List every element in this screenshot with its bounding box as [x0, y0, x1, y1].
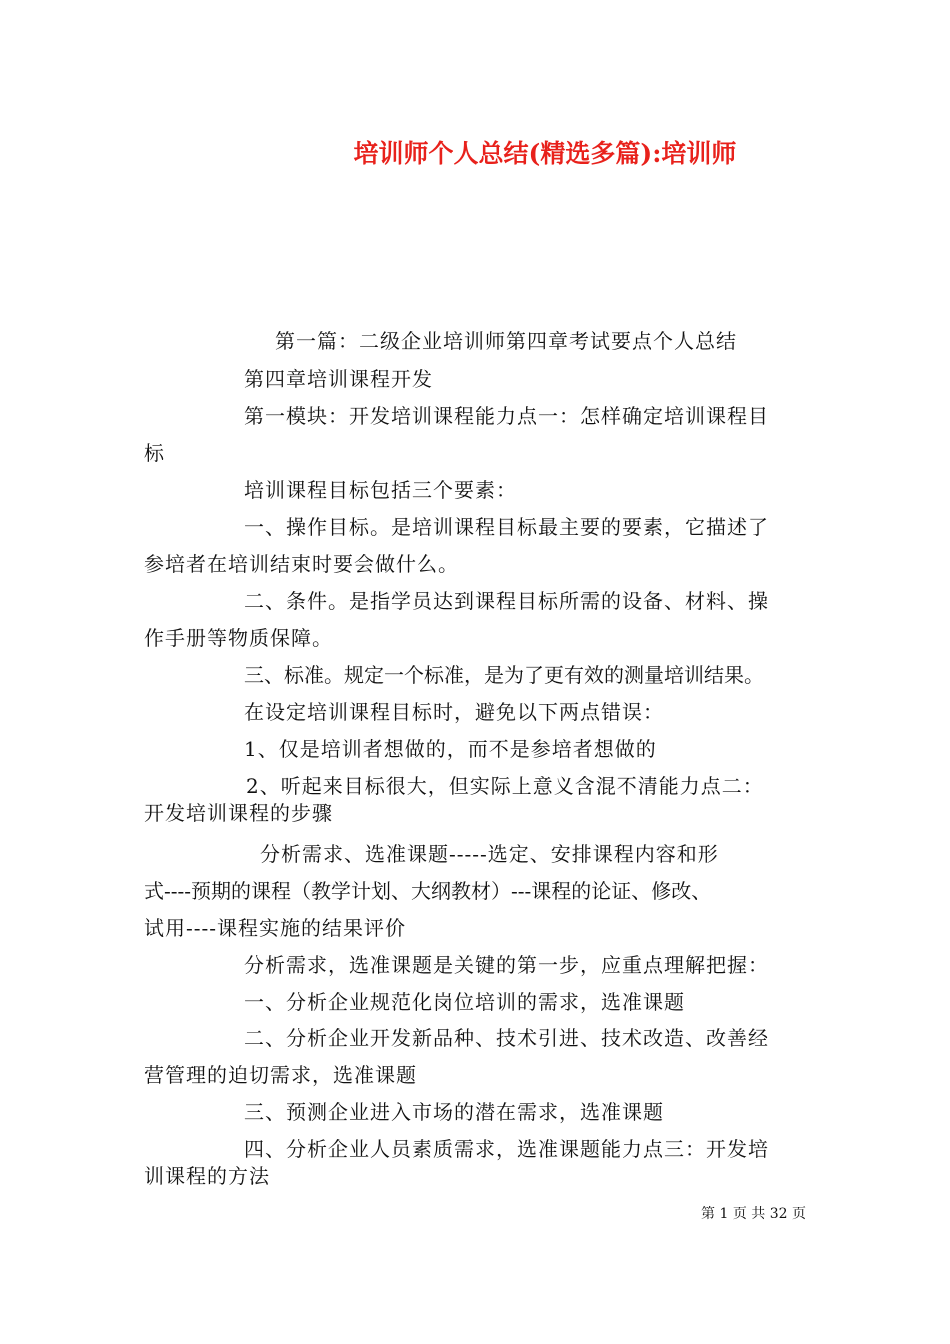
body-line: 标 — [144, 441, 165, 465]
body-line: 试用----课程实施的结果评价 — [144, 916, 407, 940]
body-line: 第一篇：二级企业培训师第四章考试要点个人总结 — [275, 329, 737, 353]
body-line: 一、操作目标。是培训课程目标最主要的要素，它描述了 — [244, 515, 769, 539]
body-line: 培训课程目标包括三个要素： — [244, 478, 517, 502]
body-line: 参培者在培训结束时要会做什么。 — [144, 552, 459, 576]
body-line: 二、分析企业开发新品种、技术引进、技术改造、改善经 — [244, 1026, 769, 1050]
body-line: 营管理的迫切需求，选准课题 — [144, 1063, 417, 1087]
body-line: 1、仅是培训者想做的，而不是参培者想做的 — [244, 737, 657, 761]
body-line: 训课程的方法 — [144, 1164, 270, 1188]
body-line: 2、听起来目标很大，但实际上意义含混不清能力点二： — [246, 774, 764, 798]
page-number: 第 1 页 共 32 页 — [701, 1206, 806, 1222]
body-line: 在设定培训课程目标时，避免以下两点错误： — [244, 700, 664, 724]
body-line: 式----预期的课程（教学计划、大纲教材）---课程的论证、修改、 — [144, 879, 712, 903]
document-title: 培训师个人总结(精选多篇):培训师 — [353, 139, 737, 168]
body-line: 三、标准。规定一个标准，是为了更有效的测量培训结果。 — [244, 663, 764, 687]
body-line: 分析需求，选准课题是关键的第一步，应重点理解把握： — [244, 953, 769, 977]
body-line: 四、分析企业人员素质需求，选准课题能力点三：开发培 — [244, 1137, 769, 1161]
body-line: 作手册等物质保障。 — [144, 626, 333, 650]
body-line: 二、条件。是指学员达到课程目标所需的设备、材料、操 — [244, 589, 769, 613]
body-line: 分析需求、选准课题-----选定、安排课程内容和形 — [260, 842, 719, 866]
body-line: 一、分析企业规范化岗位培训的需求，选准课题 — [244, 990, 685, 1014]
body-line: 第四章培训课程开发 — [244, 367, 433, 391]
body-line: 三、预测企业进入市场的潜在需求，选准课题 — [244, 1100, 664, 1124]
body-line: 开发培训课程的步骤 — [144, 801, 333, 825]
body-line: 第一模块：开发培训课程能力点一：怎样确定培训课程目 — [244, 404, 769, 428]
